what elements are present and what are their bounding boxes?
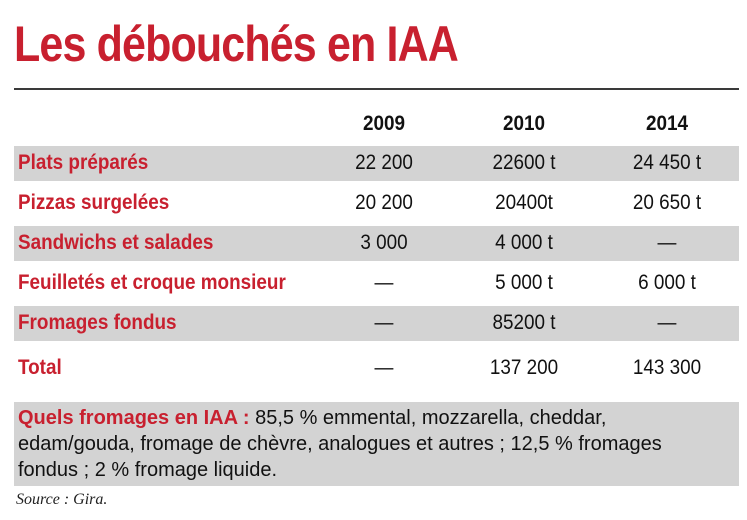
cell-2010: 137 200 [489, 356, 559, 379]
cell-2009: 22 200 [355, 151, 413, 174]
title-divider [14, 88, 739, 90]
cell-2014: 6 000 t [638, 271, 696, 294]
source-caption: Source : Gira. [16, 491, 108, 508]
cell-2014: — [657, 311, 677, 334]
cell-2014: 24 450 t [632, 151, 702, 174]
cell-2014: 20 650 t [632, 191, 702, 214]
data-table [14, 146, 739, 391]
table-row-total [14, 351, 739, 386]
table-row [14, 186, 739, 221]
table-row [14, 146, 739, 181]
cell-2014: — [657, 231, 677, 254]
cheese-note-box [14, 402, 739, 486]
column-header-2009: 2009 [362, 112, 406, 135]
cell-2014: 143 300 [632, 356, 702, 379]
cell-2009: — [374, 356, 394, 379]
table-row [14, 226, 739, 261]
cell-2009: — [374, 271, 394, 294]
table-row [14, 266, 739, 301]
cell-2010: 22600 t [492, 151, 556, 174]
row-label: Feuilletés et croque monsieur [18, 271, 286, 294]
cell-2009: — [374, 311, 394, 334]
note-lead: Quels fromages en IAA : [18, 407, 250, 429]
cell-2009: 3 000 [360, 231, 408, 254]
row-label: Plats préparés [18, 151, 149, 174]
row-label: Total [18, 356, 62, 379]
column-header-2014: 2014 [645, 112, 689, 135]
table-row [14, 306, 739, 341]
cell-2009: 20 200 [355, 191, 413, 214]
cell-2010: 4 000 t [495, 231, 553, 254]
row-label: Pizzas surgelées [18, 191, 170, 214]
cell-2010: 85200 t [492, 311, 556, 334]
row-label: Sandwichs et salades [18, 231, 214, 254]
cell-2010: 20400t [495, 191, 553, 214]
cell-2010: 5 000 t [495, 271, 553, 294]
row-label: Fromages fondus [18, 311, 177, 334]
page-title: Les débouchés en IAA [14, 16, 458, 72]
column-header-2010: 2010 [502, 112, 546, 135]
table-header [14, 108, 739, 142]
note-body: 85,5 % emmental, mozzarella, cheddar, edam/gouda, fromage de chèvre, analogues et autres ; 12,5 % fromages fondus ; 2 % fromage liquide. [18, 407, 662, 481]
note-text [18, 405, 718, 483]
